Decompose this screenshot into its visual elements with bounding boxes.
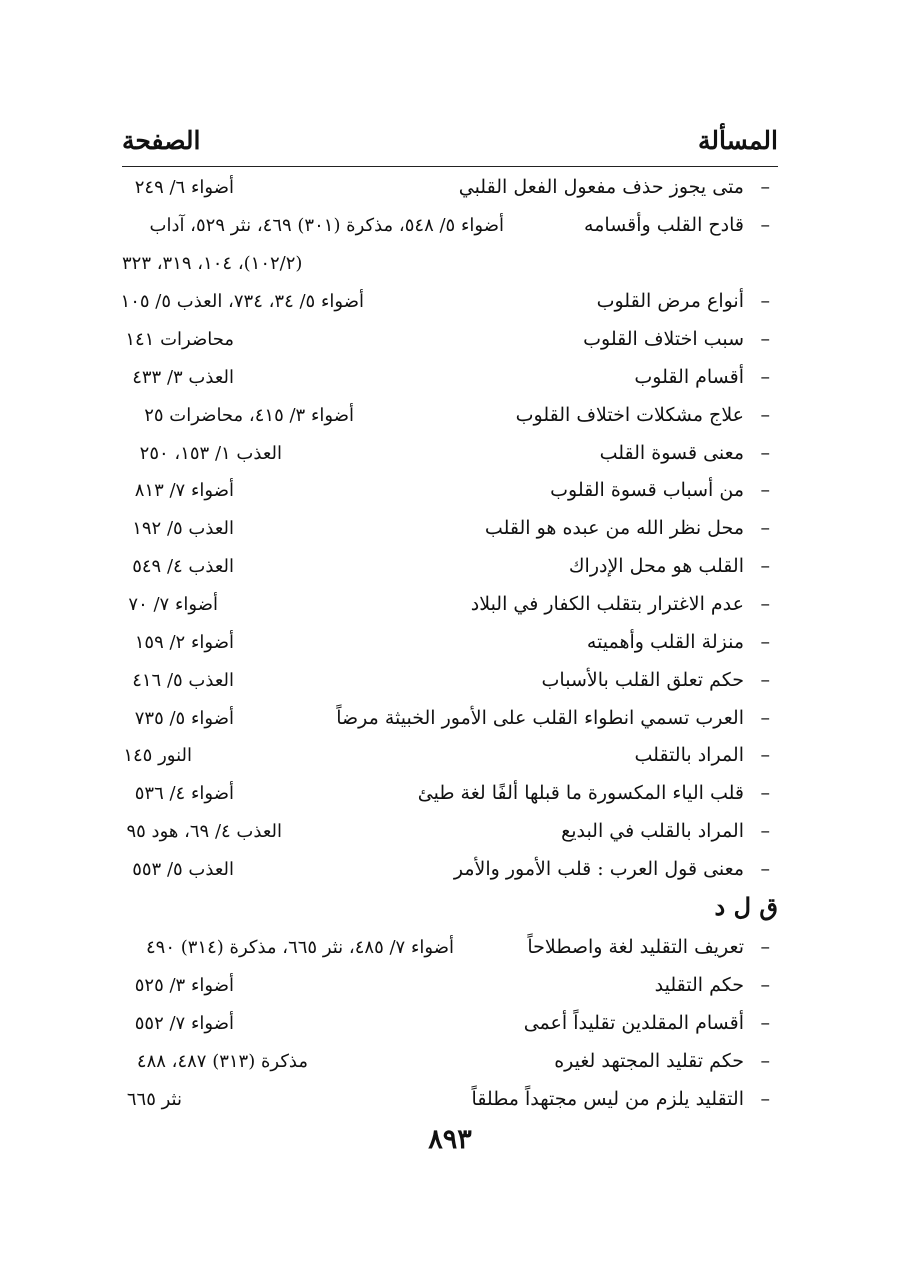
index-entry [122, 513, 778, 551]
index-entry [122, 740, 778, 778]
index-entry [122, 438, 778, 476]
index-entry [122, 362, 778, 400]
bullet-dash: – [760, 1012, 770, 1034]
entry-reference: أضواء ٥/ ٣٤، ٧٣٤، العذب ٥/ ١٠٥ [120, 291, 364, 312]
index-entry [122, 210, 778, 248]
entry-topic: محل نظر الله من عبده هو القلب [484, 517, 744, 539]
bullet-dash: – [760, 290, 770, 312]
topic-column-title: المسألة [698, 126, 778, 155]
entry-reference: أضواء ٧/ ٥٥٢ [134, 1013, 234, 1034]
entry-topic: التقليد يلزم من ليس مجتهداً مطلقاً [471, 1088, 744, 1110]
entry-topic: قادح القلب وأقسامه [584, 214, 744, 236]
index-entry [122, 778, 778, 816]
bullet-dash: – [760, 517, 770, 539]
entry-topic: قلب الياء المكسورة ما قبلها ألفًا لغة طيئ [417, 782, 744, 804]
index-entry [122, 400, 778, 438]
entry-topic: متى يجوز حذف مفعول الفعل القلبي [458, 176, 744, 198]
bullet-dash: – [760, 442, 770, 464]
index-entry [122, 475, 778, 513]
entry-topic: حكم التقليد [654, 974, 744, 996]
entry-topic: منزلة القلب وأهميته [586, 631, 744, 653]
bullet-dash: – [760, 593, 770, 615]
index-entry [122, 932, 778, 970]
entry-topic: أقسام المقلدين تقليداً أعمى [523, 1012, 744, 1034]
entry-topic: حكم تعلق القلب بالأسباب [541, 669, 744, 691]
bullet-dash: – [760, 820, 770, 842]
entry-topic: سبب اختلاف القلوب [583, 328, 744, 350]
bullet-dash: – [760, 479, 770, 501]
entry-reference: نثر ٦٦٥ [126, 1089, 182, 1110]
column-header [122, 126, 778, 167]
entry-topic: المراد بالقلب في البديع [561, 820, 744, 842]
entry-reference-continuation: (١٠٢/٢)، ١٠٤، ٣١٩، ٣٢٣ [122, 253, 303, 274]
entry-topic: تعريف التقليد لغة واصطلاحاً [527, 936, 744, 958]
page-number: ٨٩٣ [428, 1124, 472, 1155]
entry-topic: معنى قول العرب : قلب الأمور والأمر [453, 858, 744, 880]
entry-reference: أضواء ٧/ ٨١٣ [134, 480, 234, 501]
entry-reference: محاضرات ١٤١ [125, 329, 234, 350]
entry-reference: العذب ٥/ ٤١٦ [132, 670, 234, 691]
entry-topic: علاج مشكلات اختلاف القلوب [515, 404, 744, 426]
bullet-dash: – [760, 555, 770, 577]
bullet-dash: – [760, 328, 770, 350]
index-entry [122, 854, 778, 892]
entry-topic: المراد بالتقلب [634, 744, 744, 766]
entry-reference: أضواء ٢/ ١٥٩ [134, 632, 234, 653]
entry-reference: العذب ٥/ ٥٥٣ [132, 859, 234, 880]
index-entry [122, 1084, 778, 1122]
entry-reference: العذب ٥/ ١٩٢ [132, 518, 234, 539]
bullet-dash: – [760, 631, 770, 653]
bullet-dash: – [760, 404, 770, 426]
bullet-dash: – [760, 366, 770, 388]
bullet-dash: – [760, 176, 770, 198]
entry-topic: أنواع مرض القلوب [596, 290, 744, 312]
entry-reference: أضواء ٧/ ٧٠ [128, 594, 218, 615]
bullet-dash: – [760, 858, 770, 880]
entry-topic: العرب تسمي انطواء القلب على الأمور الخبيثة مرضاً [336, 707, 744, 729]
entry-reference: أضواء ٣/ ٤١٥، محاضرات ٢٥ [144, 405, 354, 426]
bullet-dash: – [760, 974, 770, 996]
index-entry [122, 970, 778, 1008]
index-entry [122, 816, 778, 854]
entry-reference: العذب ٤/ ٦٩، هود ٩٥ [126, 821, 282, 842]
entry-reference: العذب ٣/ ٤٣٣ [132, 367, 234, 388]
page-column-title: الصفحة [122, 126, 201, 155]
bullet-dash: – [760, 782, 770, 804]
index-entry [122, 627, 778, 665]
index-entry [122, 172, 778, 210]
bullet-dash: – [760, 707, 770, 729]
index-entry [122, 1046, 778, 1084]
entry-topic: عدم الاغترار بتقلب الكفار في البلاد [470, 593, 744, 615]
entry-reference: أضواء ٣/ ٥٢٥ [134, 975, 234, 996]
index-entry [122, 703, 778, 741]
index-entry [122, 551, 778, 589]
index-entry [122, 589, 778, 627]
entry-topic: أقسام القلوب [634, 366, 744, 388]
entry-reference: العذب ١/ ١٥٣، ٢٥٠ [139, 443, 282, 464]
entry-topic: معنى قسوة القلب [599, 442, 744, 464]
entry-reference: أضواء ٧/ ٤٨٥، نثر ٦٦٥، مذكرة (٣١٤) ٤٩٠ [146, 937, 454, 958]
section-heading: ق ل د [714, 892, 778, 921]
entry-reference: العذب ٤/ ٥٤٩ [132, 556, 234, 577]
bullet-dash: – [760, 1050, 770, 1072]
entry-reference: أضواء ٤/ ٥٣٦ [134, 783, 234, 804]
entry-reference: أضواء ٥/ ٥٤٨، مذكرة (٣٠١) ٤٦٩، نثر ٥٢٩، آداب [149, 215, 504, 236]
entry-topic: من أسباب قسوة القلوب [550, 479, 744, 501]
entry-topic: حكم تقليد المجتهد لغيره [554, 1050, 744, 1072]
bullet-dash: – [760, 744, 770, 766]
entry-reference: أضواء ٦/ ٢٤٩ [134, 177, 234, 198]
index-entry [122, 324, 778, 362]
bullet-dash: – [760, 214, 770, 236]
entry-topic: القلب هو محل الإدراك [568, 555, 744, 577]
entry-reference: أضواء ٥/ ٧٣٥ [134, 708, 234, 729]
bullet-dash: – [760, 669, 770, 691]
bullet-dash: – [760, 1088, 770, 1110]
entry-reference: النور ١٤٥ [123, 745, 192, 766]
index-entry [122, 1008, 778, 1046]
bullet-dash: – [760, 936, 770, 958]
index-entry [122, 665, 778, 703]
entry-reference: مذكرة (٣١٣) ٤٨٧، ٤٨٨ [136, 1051, 308, 1072]
index-entry [122, 286, 778, 324]
